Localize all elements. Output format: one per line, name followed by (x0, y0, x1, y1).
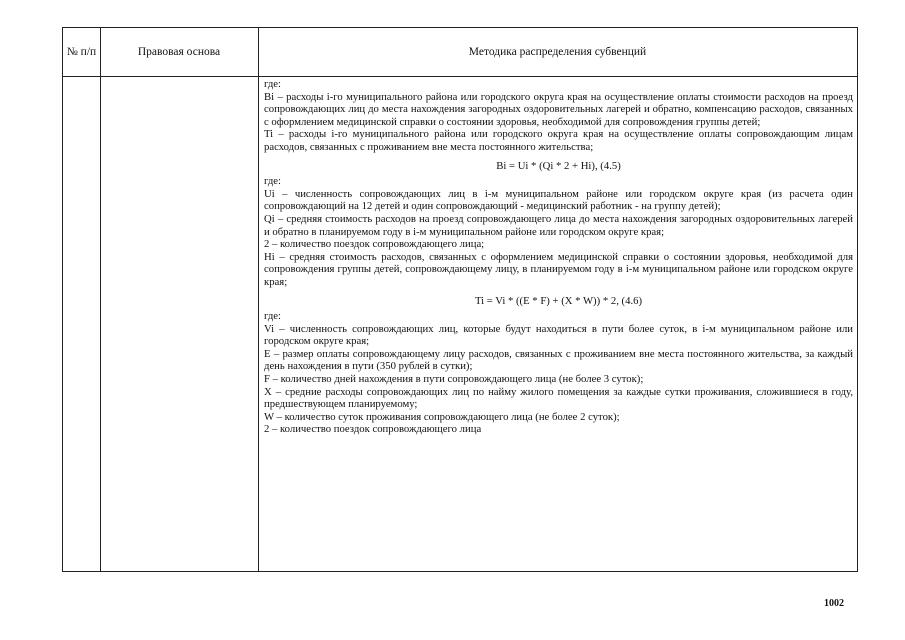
page-number: 1002 (824, 598, 844, 609)
formula: Ti = Vi * ((E * F) + (X * W)) * 2, (4.6) (474, 294, 643, 307)
header-divider (63, 76, 857, 77)
paragraph: где: (264, 78, 282, 90)
paragraph: где: (264, 175, 282, 188)
paragraph: X – средние расходы сопровождающих лиц по найму жилого помещения за каждые сутки проживания, сложившиеся в году, предшествующем планируемому; (264, 385, 853, 411)
formula: Bi = Ui * (Qi * 2 + Hi), (4.5) (496, 159, 621, 172)
paragraph: 2 – количество поездок сопровождающего лица (264, 423, 482, 436)
paragraph: Hi – средняя стоимость расходов, связанных с оформлением медицинской справки о состоянии здоровья, необходимой для сопровождения группы детей, сопровождающему лицу, в планируемом году в i-м муниципальном районе или городском округе края; (264, 250, 853, 288)
column-divider (100, 28, 101, 571)
header-methodology: Методика распределения субвенций (468, 46, 647, 58)
paragraph: Ui – численность сопровождающих лиц в i-м муниципальном районе или городском округе края (из расчета один сопровождающий на 12 детей и один сопровождающий - медицинский работник - на группу детей); (264, 187, 853, 213)
paragraph: E – размер оплаты сопровождающему лицу расходов, связанных с проживанием вне места постоянного жительства, за каждый день нахождения в пути (350 рублей в сутки); (264, 347, 853, 373)
paragraph: Vi – численность сопровождающих лиц, которые будут находиться в пути более суток, в i-м муниципальном районе или городском округе края; (264, 322, 853, 348)
column-divider (258, 28, 259, 571)
paragraph: W – количество суток проживания сопровождающего лица (не более 2 суток); (264, 410, 620, 423)
document-table (62, 27, 858, 572)
methodology-text (264, 78, 853, 436)
paragraph: Ti – расходы i-го муниципального района или городского округа края на осуществление оплаты сопровождающим лицам расходов, связанных с проживанием вне места постоянного жительства; (264, 128, 853, 153)
paragraph: где: (264, 310, 282, 323)
paragraph: F – количество дней нахождения в пути сопровождающего лица (не более 3 суток); (264, 373, 644, 386)
header-number: № п/п (66, 46, 97, 58)
paragraph: 2 – количество поездок сопровождающего лица; (264, 238, 485, 251)
paragraph: Qi – средняя стоимость расходов на проезд сопровождающего лица до места нахождения загородных оздоровительных лагерей и обратно в планируемом году в i-м муниципальном районе или городском округе края; (264, 212, 853, 238)
paragraph: Bi – расходы i-го муниципального района или городского округа края на осуществление оплаты стоимости расходов на проезд сопровождающих лиц до места нахождения загородных оздоровительных лагерей и обратно, компенсацию расходов, связанных с оформлением медицинской справки о состоянии здоровья, необходимой для сопровождения группы детей; (264, 90, 853, 128)
header-legal-basis: Правовая основа (137, 46, 221, 58)
